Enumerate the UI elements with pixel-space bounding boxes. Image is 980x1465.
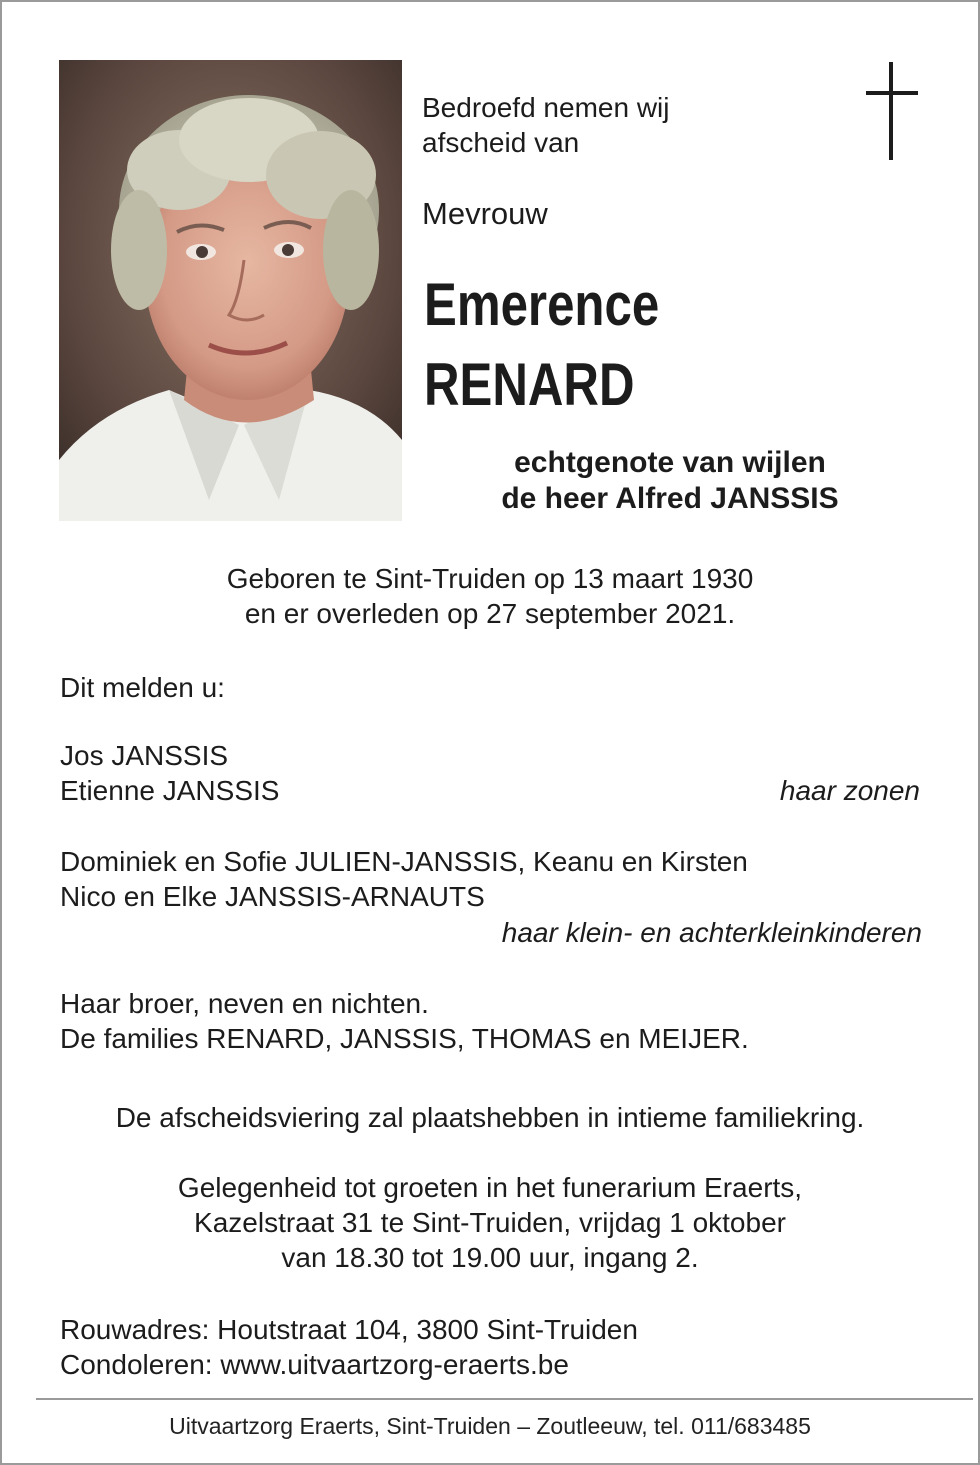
portrait-photo — [59, 60, 402, 521]
spouse-info: echtgenote van wijlen de heer Alfred JANSSIS — [501, 446, 839, 515]
sons-relation: haar zonen — [779, 775, 920, 806]
list-item: Jos JANSSIS — [60, 740, 229, 771]
footer-text: Uitvaartzorg Eraerts, Sint-Truiden – Zoutleeuw, tel. 011/683485 — [169, 1413, 811, 1439]
grandchildren-list — [60, 844, 748, 914]
mourning-address: Rouwadres: Houtstraat 104, 3800 Sint-Truiden — [60, 1314, 638, 1345]
footer-divider — [36, 1398, 973, 1400]
contact-info — [60, 1312, 638, 1382]
honorific-title: Mevrouw — [422, 196, 548, 231]
visitation-text: Gelegenheid tot groeten in het funerarium Eraerts, Kazelstraat 31 te Sint-Truiden, vrijdag 1 oktober van 18.30 tot 19.00 uur, ingang 2. — [177, 1172, 803, 1273]
deceased-name — [424, 265, 659, 425]
announce-text: Dit melden u: — [60, 672, 225, 703]
birth-death-info: Geboren te Sint-Truiden op 13 maart 1930 en er overleden op 27 september 2021. — [226, 563, 754, 629]
list-item: Etienne JANSSIS — [60, 775, 280, 806]
sons-list — [60, 738, 279, 808]
first-name: Emerence — [424, 271, 660, 338]
family-text: Haar broer, neven en nichten. De families RENARD, JANSSIS, THOMAS en MEIJER. — [60, 988, 749, 1054]
list-item: Nico en Elke JANSSIS-ARNAUTS — [60, 881, 485, 912]
grandchildren-relation: haar klein- en achterkleinkinderen — [501, 917, 922, 948]
cross-icon — [862, 62, 922, 160]
condolences-link[interactable]: Condoleren: www.uitvaartzorg-eraerts.be — [60, 1349, 569, 1380]
ceremony-text: De afscheidsviering zal plaatshebben in intieme familiekring. — [115, 1102, 865, 1133]
list-item: Dominiek en Sofie JULIEN-JANSSIS, Keanu en Kirsten — [60, 846, 748, 877]
last-name: RENARD — [424, 351, 635, 418]
intro-text: Bedroefd nemen wij afscheid van — [422, 92, 670, 158]
